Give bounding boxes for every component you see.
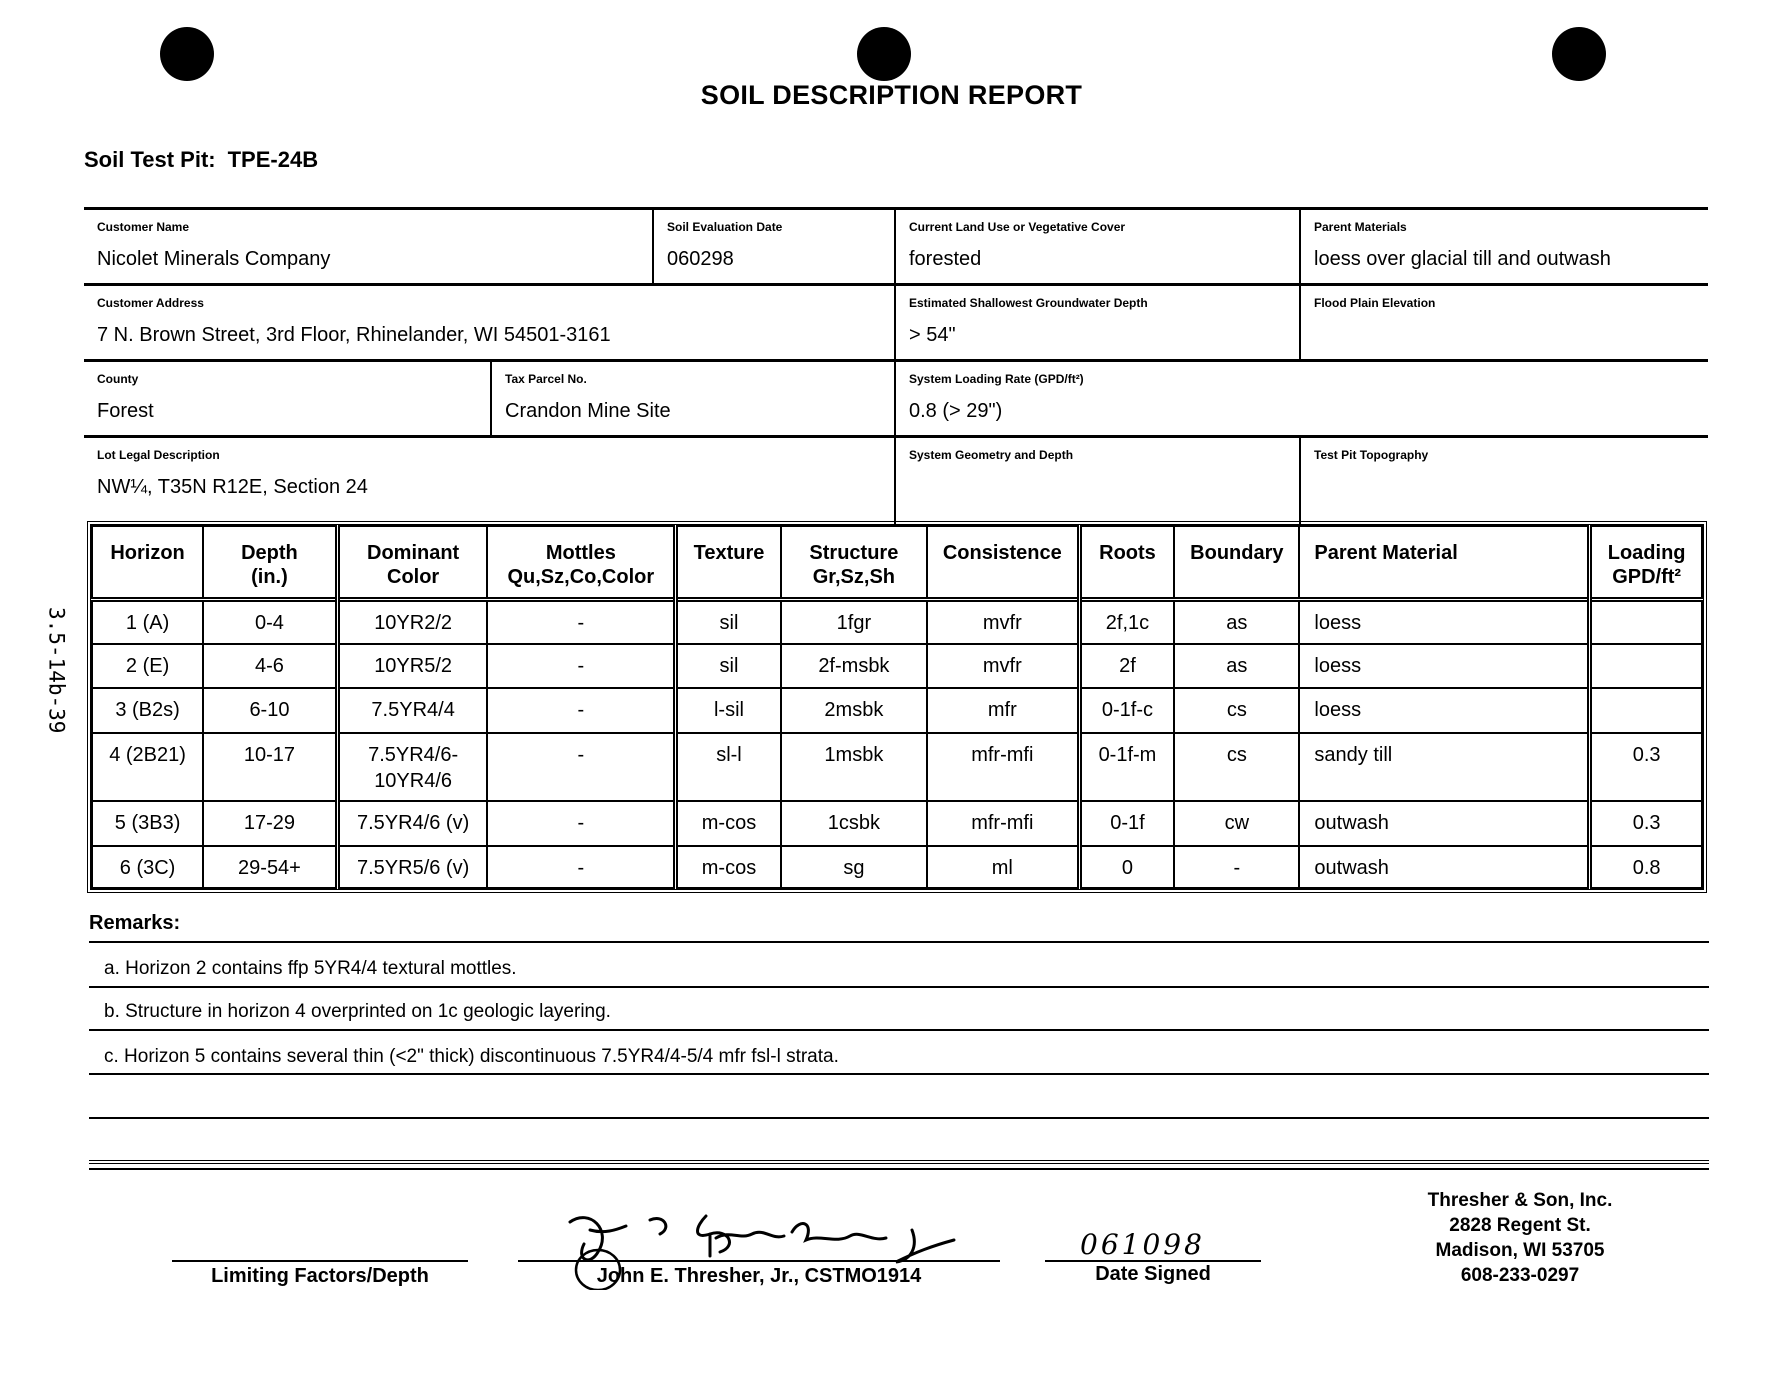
cell-consistence — [927, 801, 1079, 845]
col-loading-unit: GPD/ft² — [1612, 566, 1682, 588]
cell-structure — [781, 688, 927, 732]
cell-roots — [1079, 600, 1174, 644]
cell-color — [337, 801, 487, 845]
cell-mottles — [487, 644, 675, 688]
cell-depth-value: 10-17 — [243, 743, 296, 766]
cell-parent-material — [1299, 801, 1589, 845]
cell-structure — [781, 846, 927, 888]
cell-structure-value: 2msbk — [824, 699, 884, 722]
cell-boundary-value: cs — [1226, 743, 1247, 766]
date-handwritten: 061098 — [1080, 1228, 1205, 1261]
cell-structure-value: 1fgr — [836, 612, 872, 634]
cell-boundary-value: as — [1226, 654, 1248, 677]
cell-horizon-value: 5 (3B3) — [114, 812, 181, 835]
report-title: SOIL DESCRIPTION REPORT — [700, 80, 1083, 110]
limiting-factors-label: Limiting Factors/Depth — [211, 1265, 429, 1287]
cell-horizon — [92, 733, 203, 802]
col-boundary — [1174, 526, 1299, 600]
cell-horizon — [92, 600, 203, 644]
cell-depth — [203, 801, 337, 845]
cell-boundary — [1174, 688, 1299, 732]
customer-address-label: Customer Address — [97, 296, 204, 310]
lot-legal-value: NW¼, T35N R12E, Section 24 — [97, 476, 368, 498]
cell-consistence — [927, 644, 1079, 688]
col-consistence-label: Consistence — [942, 542, 1062, 564]
cell-texture-value: m-cos — [701, 812, 757, 835]
col-parent-material — [1299, 526, 1589, 600]
cell-horizon — [92, 846, 203, 888]
cell-texture — [676, 801, 781, 845]
cell-mottles-value: - — [577, 812, 585, 835]
geometry-cell — [896, 438, 1301, 524]
cell-parent-material-value: loess — [1314, 699, 1362, 722]
cell-color-value-2: 10YR4/6 — [374, 769, 453, 792]
cell-horizon — [92, 688, 203, 732]
cell-loading — [1590, 801, 1702, 845]
groundwater-depth-label: Estimated Shallowest Groundwater Depth — [909, 296, 1148, 310]
cell-loading-value: 0.3 — [1632, 812, 1661, 835]
col-texture — [676, 526, 781, 600]
cell-loading — [1590, 846, 1702, 888]
remark-b: b. Structure in horizon 4 overprinted on 1c geologic layering. — [104, 1001, 611, 1022]
cell-mottles-value: - — [577, 743, 585, 766]
cell-texture — [676, 846, 781, 888]
customer-name-cell — [84, 210, 654, 283]
remarks-label: Remarks: — [89, 912, 181, 934]
company-address-block — [1390, 1188, 1650, 1288]
table-row — [92, 801, 1702, 845]
cell-parent-material — [1299, 644, 1589, 688]
tax-parcel-cell — [492, 362, 896, 435]
cell-color-value: 7.5YR5/6 (v) — [356, 856, 470, 879]
county-label: County — [97, 372, 139, 386]
cell-boundary-value: cw — [1224, 812, 1250, 835]
remarks-rule — [89, 1029, 1709, 1031]
punch-hole-center — [857, 27, 911, 81]
cell-parent-material — [1299, 733, 1589, 802]
customer-name-label: Customer Name — [97, 220, 190, 234]
cell-roots — [1079, 688, 1174, 732]
topography-label: Test Pit Topography — [1314, 448, 1429, 462]
header-row-3 — [84, 362, 1708, 438]
cell-roots — [1079, 846, 1174, 888]
cell-depth-value: 17-29 — [243, 812, 296, 835]
parent-materials-cell — [1301, 210, 1708, 283]
side-stamp-text: 3.5-14b-39 — [44, 607, 69, 734]
cell-color — [337, 733, 487, 802]
col-color-label-2: Color — [387, 566, 440, 588]
cell-roots-value: 2f,1c — [1105, 612, 1150, 634]
cell-horizon — [92, 801, 203, 845]
cell-structure-value: sg — [843, 856, 865, 879]
cell-color-value: 7.5YR4/4 — [371, 699, 455, 722]
cell-texture-value: m-cos — [701, 856, 757, 879]
customer-address-cell — [84, 286, 896, 359]
cell-horizon-value: 3 (B2s) — [115, 699, 180, 722]
cell-depth-value: 29-54+ — [238, 856, 301, 879]
cell-mottles — [487, 801, 675, 845]
evaluation-date-label: Soil Evaluation Date — [667, 220, 783, 234]
lot-legal-cell — [84, 438, 896, 524]
cell-color — [337, 600, 487, 644]
cell-texture-value: l-sil — [713, 699, 744, 722]
col-depth-label: Depth — [241, 542, 298, 564]
flood-plain-label: Flood Plain Elevation — [1314, 296, 1436, 310]
cell-texture-value: sil — [719, 654, 739, 677]
loading-rate-value: 0.8 (> 29") — [909, 400, 1003, 422]
cell-structure-value: 1msbk — [824, 743, 884, 766]
col-structure-label: Structure — [809, 542, 899, 564]
table-row — [92, 846, 1702, 888]
date-signed-label: Date Signed — [1095, 1263, 1211, 1285]
cell-boundary — [1174, 600, 1299, 644]
cell-horizon-value: 2 (E) — [125, 654, 170, 677]
soil-table-header — [92, 526, 1702, 600]
col-structure-sub: Gr,Sz,Sh — [812, 566, 895, 588]
cell-parent-material-value: outwash — [1314, 812, 1389, 835]
cell-consistence-value: mfr — [987, 699, 1017, 722]
remark-c: c. Horizon 5 contains several thin (<2" thick) discontinuous 7.5YR4/4-5/4 mfr fsl-l strata. — [104, 1046, 839, 1067]
cell-loading — [1590, 733, 1702, 802]
tax-parcel-label: Tax Parcel No. — [505, 372, 587, 386]
cell-parent-material-value: loess — [1314, 654, 1362, 677]
cell-parent-material-value: loess — [1314, 612, 1362, 634]
col-horizon — [92, 526, 203, 600]
cell-mottles — [487, 733, 675, 802]
cell-roots-value: 2f — [1119, 654, 1136, 677]
punch-hole-left — [160, 27, 214, 81]
loading-rate-cell — [896, 362, 1708, 435]
loading-rate-label: System Loading Rate (GPD/ft²) — [909, 372, 1084, 386]
cell-structure — [781, 644, 927, 688]
col-mottles — [487, 526, 675, 600]
header-info-block — [84, 207, 1708, 524]
cell-roots-value: 0 — [1121, 856, 1134, 879]
cell-boundary — [1174, 846, 1299, 888]
cell-roots-value: 0-1f-c — [1101, 699, 1154, 722]
col-mottles-label: Mottles — [545, 542, 616, 564]
flood-plain-cell — [1301, 286, 1708, 359]
evaluator-name: John E. Thresher, Jr., CSTMO1914 — [596, 1265, 922, 1287]
parent-materials-label: Parent Materials — [1314, 220, 1407, 234]
cell-depth-value: 4-6 — [255, 654, 284, 677]
county-value: Forest — [97, 400, 154, 422]
cell-texture — [676, 688, 781, 732]
cell-loading-value: 0.8 — [1632, 856, 1661, 879]
cell-color — [337, 688, 487, 732]
parent-materials-value: loess over glacial till and outwash — [1314, 248, 1611, 270]
customer-name-value: Nicolet Minerals Company — [97, 248, 331, 270]
col-roots — [1079, 526, 1174, 600]
cell-consistence-value: mfr-mfi — [971, 743, 1034, 766]
cell-consistence — [927, 600, 1079, 644]
col-parent-label: Parent Material — [1314, 542, 1458, 564]
cell-color — [337, 846, 487, 888]
date-signed-line — [1045, 1260, 1261, 1262]
remarks-rule — [89, 1117, 1709, 1119]
soil-horizon-table — [87, 521, 1707, 893]
header-row-1 — [84, 210, 1708, 286]
lot-legal-label: Lot Legal Description — [97, 448, 220, 462]
cell-loading-value: 0.3 — [1632, 743, 1661, 766]
cell-color-value: 10YR2/2 — [374, 612, 453, 634]
cell-roots-value: 0-1f-m — [1098, 743, 1157, 766]
cell-color — [337, 644, 487, 688]
table-row — [92, 688, 1702, 732]
cell-boundary — [1174, 644, 1299, 688]
cell-texture-value: sl-l — [716, 743, 742, 766]
land-use-value: forested — [909, 248, 982, 270]
cell-roots — [1079, 644, 1174, 688]
cell-horizon-value: 6 (3C) — [119, 856, 176, 879]
cell-boundary — [1174, 801, 1299, 845]
remarks-rule — [89, 986, 1709, 988]
col-texture-label: Texture — [693, 542, 765, 564]
evaluator-signature-line — [518, 1260, 1000, 1262]
cell-color-value: 10YR5/2 — [374, 654, 453, 677]
cell-mottles-value: - — [577, 699, 585, 722]
cell-texture-value: sil — [719, 612, 739, 634]
groundwater-depth-cell — [896, 286, 1301, 359]
cell-texture — [676, 644, 781, 688]
table-row — [92, 644, 1702, 688]
cell-parent-material-value: outwash — [1314, 856, 1389, 879]
cell-parent-material-value: sandy till — [1314, 743, 1393, 766]
cell-structure-value: 1csbk — [827, 812, 880, 835]
cell-depth-value: 0-4 — [255, 612, 284, 634]
col-depth-unit: (in.) — [251, 566, 288, 588]
limiting-factors-line — [172, 1260, 468, 1262]
cell-parent-material — [1299, 688, 1589, 732]
cell-structure — [781, 801, 927, 845]
cell-consistence-value: mfr-mfi — [971, 812, 1034, 835]
geometry-label: System Geometry and Depth — [909, 448, 1074, 462]
evaluation-date-cell — [654, 210, 896, 283]
cell-loading — [1590, 600, 1702, 644]
col-structure — [781, 526, 927, 600]
col-color — [337, 526, 487, 600]
cell-depth — [203, 846, 337, 888]
cell-roots — [1079, 733, 1174, 802]
cell-consistence-value: mvfr — [982, 612, 1022, 634]
punch-hole-right — [1552, 27, 1606, 81]
company-city: Madison, WI 53705 — [1435, 1240, 1605, 1261]
table-row — [92, 600, 1702, 644]
cell-depth — [203, 688, 337, 732]
cell-mottles — [487, 600, 675, 644]
remarks-end-rule — [89, 1160, 1709, 1170]
remark-a: a. Horizon 2 contains ffp 5YR4/4 textural mottles. — [104, 958, 517, 979]
cell-roots — [1079, 801, 1174, 845]
cell-roots-value: 0-1f — [1110, 812, 1145, 835]
county-cell — [84, 362, 492, 435]
cell-consistence-value: ml — [991, 856, 1013, 879]
cell-horizon-value: 4 (2B21) — [109, 743, 186, 766]
cell-structure — [781, 600, 927, 644]
land-use-cell — [896, 210, 1301, 283]
cell-mottles-value: - — [577, 612, 585, 634]
cell-texture — [676, 733, 781, 802]
header-row-2 — [84, 286, 1708, 362]
cell-horizon-value: 1 (A) — [125, 612, 170, 634]
col-boundary-label: Boundary — [1190, 542, 1284, 564]
header-row-4 — [84, 438, 1708, 524]
cell-color-value: 7.5YR4/6- — [368, 743, 459, 766]
cell-loading — [1590, 644, 1702, 688]
customer-address-value: 7 N. Brown Street, 3rd Floor, Rhinelander, WI 54501-3161 — [97, 324, 611, 346]
soil-test-pit — [84, 147, 318, 173]
cell-boundary-value: cs — [1226, 699, 1247, 722]
cell-loading — [1590, 688, 1702, 732]
col-depth — [203, 526, 337, 600]
groundwater-depth-value: > 54" — [909, 324, 956, 346]
cell-depth — [203, 600, 337, 644]
test-pit-value: TPE-24B — [227, 147, 319, 172]
cell-mottles-value: - — [577, 654, 585, 677]
company-phone: 608-233-0297 — [1460, 1265, 1580, 1286]
cell-mottles — [487, 688, 675, 732]
cell-consistence — [927, 846, 1079, 888]
cell-color-value: 7.5YR4/6 (v) — [356, 812, 470, 835]
land-use-label: Current Land Use or Vegetative Cover — [909, 220, 1126, 234]
evaluation-date-value: 060298 — [667, 248, 734, 270]
cell-texture — [676, 600, 781, 644]
col-loading — [1590, 526, 1702, 600]
company-name: Thresher & Son, Inc. — [1427, 1190, 1613, 1211]
col-color-label: Dominant — [367, 542, 460, 564]
table-row — [92, 733, 1702, 802]
cell-boundary — [1174, 733, 1299, 802]
cell-depth — [203, 733, 337, 802]
remarks-rule — [89, 941, 1709, 943]
cell-depth-value: 6-10 — [249, 699, 290, 722]
cell-structure — [781, 733, 927, 802]
cell-consistence — [927, 688, 1079, 732]
company-street: 2828 Regent St. — [1449, 1215, 1591, 1236]
cell-consistence — [927, 733, 1079, 802]
cell-consistence-value: mvfr — [982, 654, 1022, 677]
cell-depth — [203, 644, 337, 688]
cell-boundary-value: as — [1226, 612, 1248, 634]
cell-mottles — [487, 846, 675, 888]
col-consistence — [927, 526, 1079, 600]
topography-cell — [1301, 438, 1708, 524]
col-mottles-sub: Qu,Sz,Co,Color — [507, 566, 655, 588]
remarks-rule — [89, 1073, 1709, 1075]
col-roots-label: Roots — [1099, 542, 1156, 564]
test-pit-label: Soil Test Pit: — [84, 147, 216, 172]
cell-structure-value: 2f-msbk — [818, 654, 890, 677]
tax-parcel-value: Crandon Mine Site — [505, 400, 671, 422]
cell-parent-material — [1299, 600, 1589, 644]
cell-parent-material — [1299, 846, 1589, 888]
side-stamp — [44, 607, 68, 738]
cell-boundary-value: - — [1233, 856, 1241, 879]
cell-horizon — [92, 644, 203, 688]
col-loading-label: Loading — [1607, 542, 1686, 564]
cell-mottles-value: - — [577, 856, 585, 879]
col-horizon-label: Horizon — [110, 542, 185, 564]
